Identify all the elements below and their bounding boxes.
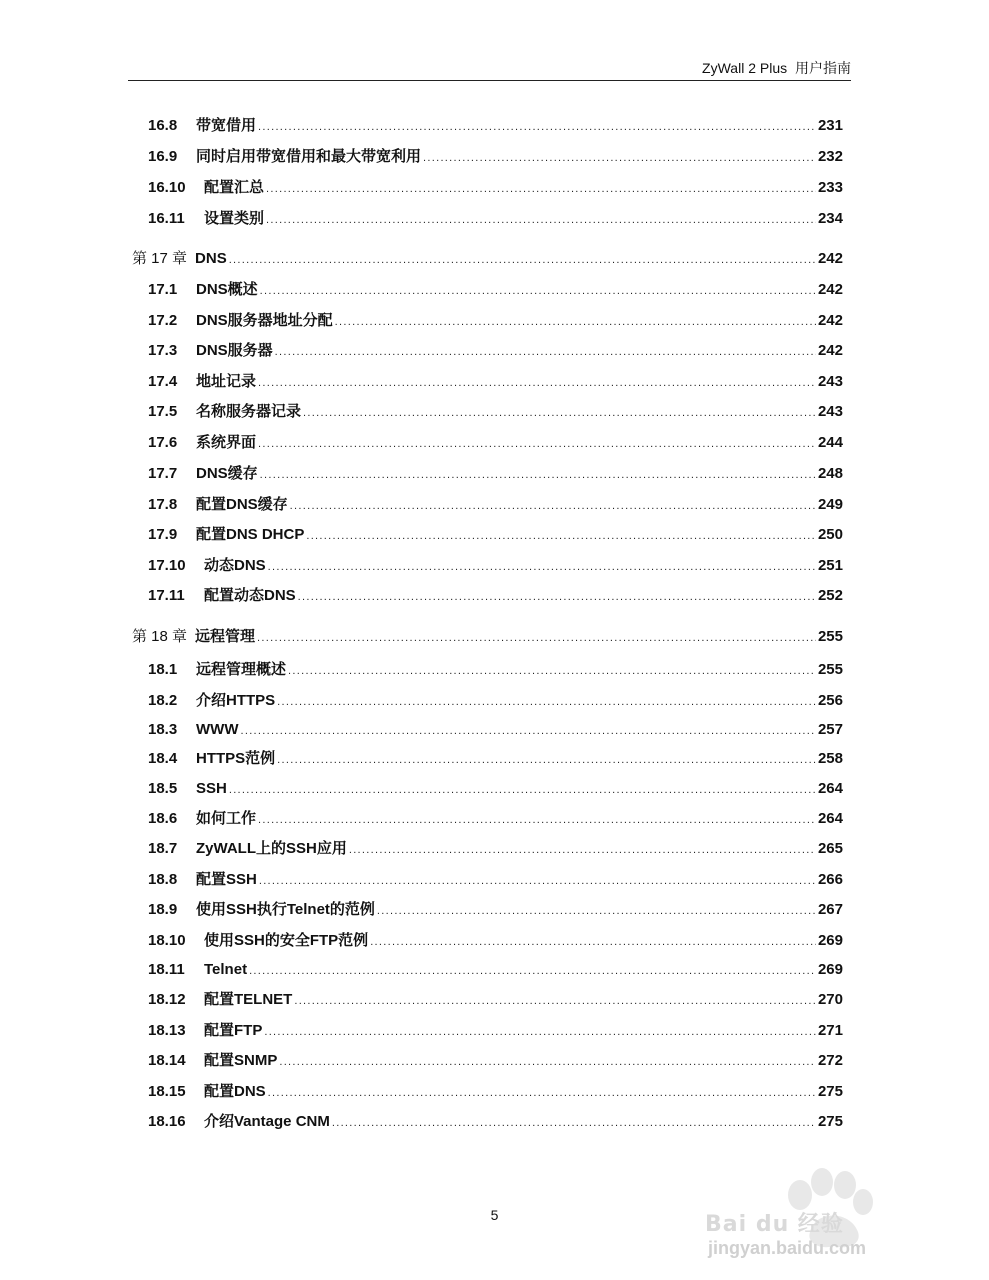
dot-leader xyxy=(266,209,816,231)
dot-leader xyxy=(277,749,816,771)
toc-entry-title: DNS服务器地址分配 xyxy=(196,312,333,329)
toc-entry-number: 18.4 xyxy=(148,750,178,767)
toc-entry-title: 配置动态DNS xyxy=(204,587,296,604)
toc-entry-number: 18.10 xyxy=(148,932,186,949)
toc-entry-title: 设置类别 xyxy=(204,210,265,227)
dot-leader xyxy=(258,372,816,394)
toc-entry-number: 18.12 xyxy=(148,991,186,1008)
product-name: ZyWall 2 Plus xyxy=(702,60,788,76)
dot-leader xyxy=(257,627,816,649)
toc-entry-page: 252 xyxy=(817,587,843,604)
dot-leader xyxy=(294,990,816,1012)
toc-entry-title: 系统界面 xyxy=(196,434,257,451)
dot-leader xyxy=(349,839,816,861)
toc-entry-title: 如何工作 xyxy=(196,810,257,827)
dot-leader xyxy=(277,691,816,713)
dot-leader xyxy=(229,779,816,801)
toc-entry-number: 17.9 xyxy=(148,526,178,543)
toc-entry-page: 242 xyxy=(817,281,843,298)
toc-entry-number: 17.7 xyxy=(148,465,178,482)
toc-chapter-entry[interactable] xyxy=(132,626,843,648)
toc-section-entry[interactable] xyxy=(148,463,843,485)
dot-leader xyxy=(260,464,816,486)
toc-section-entry[interactable] xyxy=(148,899,843,921)
toc-chapter-entry[interactable] xyxy=(132,248,843,270)
toc-section-entry[interactable] xyxy=(148,778,843,800)
toc-entry-number: 18.13 xyxy=(148,1022,186,1039)
toc-section-entry[interactable] xyxy=(148,959,843,981)
toc-section-entry[interactable] xyxy=(148,748,843,770)
dot-leader xyxy=(303,402,816,424)
toc-entry-title: HTTPS范例 xyxy=(196,750,276,767)
toc-section-entry[interactable] xyxy=(148,808,843,830)
toc-entry-number: 17.3 xyxy=(148,342,178,359)
toc-entry-page: 270 xyxy=(817,991,843,1008)
toc-entry-title: 配置TELNET xyxy=(204,991,293,1008)
toc-entry-number: 17.1 xyxy=(148,281,178,298)
toc-entry-title: 配置SSH xyxy=(196,871,257,888)
toc-entry-title: Telnet xyxy=(204,961,248,978)
dot-leader xyxy=(260,280,816,302)
toc-section-entry[interactable] xyxy=(148,930,843,952)
toc-entry-page: 242 xyxy=(817,250,843,267)
dot-leader xyxy=(268,556,816,578)
dot-leader xyxy=(370,931,816,953)
dot-leader xyxy=(258,433,816,455)
toc-entry-page: 231 xyxy=(817,117,843,134)
toc-entry-page: 264 xyxy=(817,810,843,827)
toc-entry-page: 264 xyxy=(817,780,843,797)
toc-entry-page: 234 xyxy=(817,210,843,227)
toc-section-entry[interactable] xyxy=(148,690,843,712)
toc-entry-number: 17.4 xyxy=(148,373,178,390)
dot-leader xyxy=(306,525,816,547)
dot-leader xyxy=(290,495,816,517)
toc-entry-title: SSH xyxy=(196,780,227,797)
toc-entry-title: 同时启用带宽借用和最大带宽利用 xyxy=(196,148,422,165)
toc-entry-title: 远程管理 xyxy=(195,628,256,645)
toc-entry-number: 18.15 xyxy=(148,1083,186,1100)
dot-leader xyxy=(264,1021,816,1043)
toc-entry-title: 使用SSH的安全FTP范例 xyxy=(204,932,369,949)
toc-entry-number: 16.11 xyxy=(148,210,185,227)
toc-section-entry[interactable] xyxy=(148,1020,843,1042)
toc-entry-title: DNS缓存 xyxy=(196,465,258,482)
toc-entry-number: 18.6 xyxy=(148,810,178,827)
toc-section-entry[interactable] xyxy=(148,340,843,362)
toc-entry-page: 265 xyxy=(817,840,843,857)
toc-section-entry[interactable] xyxy=(148,177,843,199)
dot-leader xyxy=(332,1112,816,1134)
dot-leader xyxy=(259,870,816,892)
toc-section-entry[interactable] xyxy=(148,524,843,546)
toc-entry-title: 配置汇总 xyxy=(204,179,265,196)
toc-section-entry[interactable] xyxy=(148,989,843,1011)
dot-leader xyxy=(258,809,816,831)
toc-entry-title: 地址记录 xyxy=(196,373,257,390)
dot-leader xyxy=(229,249,816,271)
document-title: 用户指南 xyxy=(795,61,851,77)
toc-section-entry[interactable] xyxy=(148,1081,843,1103)
toc-entry-title: 介绍HTTPS xyxy=(196,692,276,709)
toc-entry-title: 动态DNS xyxy=(204,557,266,574)
toc-entry-page: 243 xyxy=(817,403,843,420)
toc-entry-number: 18.9 xyxy=(148,901,178,918)
toc-section-entry[interactable] xyxy=(148,1111,843,1133)
toc-entry-page: 250 xyxy=(817,526,843,543)
toc-section-entry[interactable] xyxy=(148,719,843,741)
toc-section-entry[interactable] xyxy=(148,310,843,332)
toc-entry-title: 配置DNS缓存 xyxy=(196,496,288,513)
toc-section-entry[interactable] xyxy=(148,146,843,168)
toc-entry-title: 远程管理概述 xyxy=(196,661,287,678)
toc-entry-page: 232 xyxy=(817,148,843,165)
toc-entry-number: 16.9 xyxy=(148,148,178,165)
toc-entry-page: 251 xyxy=(817,557,843,574)
toc-section-entry[interactable] xyxy=(148,1050,843,1072)
toc-entry-title: 配置FTP xyxy=(204,1022,263,1039)
toc-section-entry[interactable] xyxy=(148,659,843,681)
toc-section-entry[interactable] xyxy=(148,585,843,607)
toc-entry-number: 18.5 xyxy=(148,780,178,797)
toc-entry-number: 18.1 xyxy=(148,661,178,678)
toc-entry-title: 介绍Vantage CNM xyxy=(204,1113,330,1130)
toc-section-entry[interactable] xyxy=(148,494,843,516)
watermark-brand: Bai du 经验 xyxy=(705,1212,844,1237)
dot-leader xyxy=(275,341,816,363)
toc-entry-title: 配置SNMP xyxy=(204,1052,278,1069)
toc-entry-title: 带宽借用 xyxy=(196,117,257,134)
toc-entry-title: DNS概述 xyxy=(196,281,258,298)
toc-entry-number: 17.6 xyxy=(148,434,178,451)
toc-entry-page: 248 xyxy=(817,465,843,482)
toc-section-entry[interactable] xyxy=(148,838,843,860)
dot-leader xyxy=(249,960,816,982)
toc-entry-page: 244 xyxy=(817,434,843,451)
toc-entry-page: 269 xyxy=(817,932,843,949)
toc-entry-page: 242 xyxy=(817,312,843,329)
toc-entry-page: 257 xyxy=(817,721,843,738)
toc-entry-page: 271 xyxy=(817,1022,843,1039)
toc-entry-page: 233 xyxy=(817,179,843,196)
toc-entry-page: 275 xyxy=(817,1083,843,1100)
toc-section-entry[interactable] xyxy=(148,371,843,393)
toc-entry-number: 17.11 xyxy=(148,587,185,604)
dot-leader xyxy=(279,1051,816,1073)
watermark-url: jingyan.baidu.com xyxy=(708,1238,867,1258)
toc-section-entry[interactable] xyxy=(148,432,843,454)
toc-entry-number: 17.10 xyxy=(148,557,186,574)
toc-entry-number: 18.8 xyxy=(148,871,178,888)
dot-leader xyxy=(288,660,816,682)
toc-entry-page: 272 xyxy=(817,1052,843,1069)
toc-entry-title: 名称服务器记录 xyxy=(196,403,302,420)
dot-leader xyxy=(377,900,816,922)
toc-entry-page: 242 xyxy=(817,342,843,359)
toc-entry-number: 18.11 xyxy=(148,961,185,978)
toc-entry-number: 16.8 xyxy=(148,117,178,134)
dot-leader xyxy=(240,720,815,742)
page-number: 5 xyxy=(490,1207,499,1223)
toc-entry-title: DNS服务器 xyxy=(196,342,273,359)
toc-entry-page: 275 xyxy=(817,1113,843,1130)
toc-entry-title: 配置DNS xyxy=(204,1083,266,1100)
toc-section-entry[interactable] xyxy=(148,115,843,137)
dot-leader xyxy=(335,311,816,333)
toc-entry-number: 17.5 xyxy=(148,403,178,420)
toc-entry-number: 18.16 xyxy=(148,1113,186,1130)
dot-leader xyxy=(266,178,816,200)
toc-entry-number: 第 18 章 xyxy=(132,628,188,645)
toc-entry-title: WWW xyxy=(196,721,239,738)
toc-entry-page: 256 xyxy=(817,692,843,709)
toc-entry-page: 269 xyxy=(817,961,843,978)
toc-entry-title: 使用SSH执行Telnet的范例 xyxy=(196,901,375,918)
toc-entry-number: 18.7 xyxy=(148,840,178,857)
toc-entry-page: 249 xyxy=(817,496,843,513)
toc-entry-number: 18.14 xyxy=(148,1052,186,1069)
dot-leader xyxy=(268,1082,816,1104)
toc-entry-page: 258 xyxy=(817,750,843,767)
toc-entry-page: 255 xyxy=(817,661,843,678)
dot-leader xyxy=(298,586,816,608)
toc-entry-number: 16.10 xyxy=(148,179,186,196)
toc-section-entry[interactable] xyxy=(148,208,843,230)
toc-entry-number: 17.2 xyxy=(148,312,178,329)
toc-entry-page: 267 xyxy=(817,901,843,918)
toc-entry-title: 配置DNS DHCP xyxy=(196,526,305,543)
dot-leader xyxy=(423,147,816,169)
toc-entry-title: ZyWALL上的SSH应用 xyxy=(196,840,347,857)
toc-section-entry[interactable] xyxy=(148,555,843,577)
toc-section-entry[interactable] xyxy=(148,869,843,891)
toc-entry-number: 17.8 xyxy=(148,496,178,513)
toc-section-entry[interactable] xyxy=(148,279,843,301)
dot-leader xyxy=(258,116,816,138)
toc-entry-number: 18.3 xyxy=(148,721,178,738)
toc-entry-number: 18.2 xyxy=(148,692,178,709)
toc-entry-page: 266 xyxy=(817,871,843,888)
toc-section-entry[interactable] xyxy=(148,401,843,423)
toc-entry-title: DNS xyxy=(195,250,227,267)
page-header xyxy=(128,58,851,81)
toc-entry-page: 255 xyxy=(817,628,843,645)
toc-entry-number: 第 17 章 xyxy=(132,250,188,267)
toc-entry-page: 243 xyxy=(817,373,843,390)
